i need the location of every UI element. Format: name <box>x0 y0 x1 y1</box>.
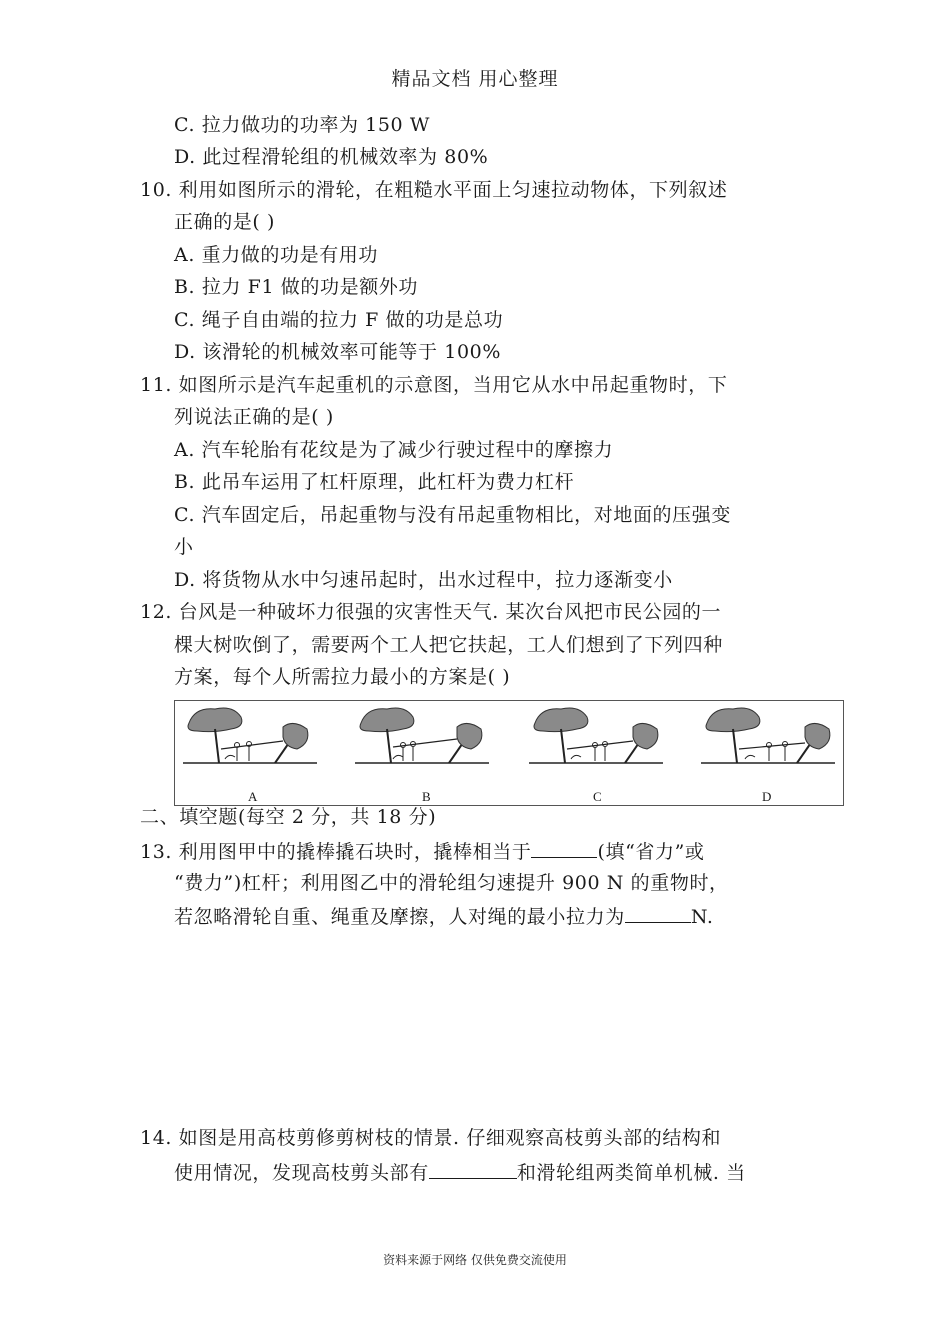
diagram-d <box>701 708 835 763</box>
q14-line1: 14. 如图是用高枝剪修剪树枝的情景. 仔细观察高枝剪头部的结构和 <box>140 1127 722 1149</box>
q12-stem-line2: 棵大树吹倒了，需要两个工人把它扶起，工人们想到了下列四种 <box>174 634 723 656</box>
q13-line1 <box>140 841 705 862</box>
q13-text-1b: (填“省力”或 <box>597 841 705 863</box>
diagram-c <box>529 708 663 763</box>
q13-blank-2[interactable] <box>625 906 691 923</box>
fallen-tree-diagrams <box>175 701 843 805</box>
q9-option-d: D. 此过程滑轮组的机械效率为 80% <box>174 146 489 168</box>
page-header: 精品文档 用心整理 <box>391 68 559 90</box>
q11-option-c-line2: 小 <box>174 536 194 558</box>
q10-stem-line2: 正确的是( ) <box>174 211 276 233</box>
diagram-label-c: C <box>593 789 602 804</box>
q10-option-c: C. 绳子自由端的拉力 F 做的功是总功 <box>174 309 504 331</box>
q14-line2 <box>174 1162 746 1183</box>
q11-option-a: A. 汽车轮胎有花纹是为了减少行驶过程中的摩擦力 <box>174 439 614 461</box>
diagram-label-b: B <box>422 789 431 804</box>
diagram-a <box>183 708 317 763</box>
q14-text-2b: 和滑轮组两类简单机械. 当 <box>516 1162 746 1184</box>
q13-blank-1[interactable] <box>531 841 597 858</box>
q12-figure <box>174 700 844 806</box>
q11-stem-line1: 11. 如图所示是汽车起重机的示意图，当用它从水中吊起重物时，下 <box>140 374 728 396</box>
diagram-label-d: D <box>762 789 772 804</box>
q11-stem-line2: 列说法正确的是( ) <box>174 406 334 428</box>
q13-line3 <box>174 906 713 927</box>
q11-option-c-line1: C. 汽车固定后，吊起重物与没有吊起重物相比，对地面的压强变 <box>174 504 731 526</box>
diagram-label-a: A <box>248 789 258 804</box>
q14-text-2a: 使用情况，发现高枝剪头部有 <box>174 1162 429 1184</box>
q10-option-b: B. 拉力 F1 做的功是额外功 <box>174 276 418 298</box>
q13-text-3b: N. <box>690 906 714 928</box>
q12-stem-line1: 12. 台风是一种破坏力很强的灾害性天气. 某次台风把市民公园的一 <box>140 601 722 623</box>
q13-line2: “费力”)杠杆；利用图乙中的滑轮组匀速提升 900 N 的重物时， <box>174 872 729 894</box>
q10-option-a: A. 重力做的功是有用功 <box>174 244 379 266</box>
q12-stem-line3: 方案，每个人所需拉力最小的方案是( ) <box>174 666 511 688</box>
q10-option-d: D. 该滑轮的机械效率可能等于 100% <box>174 341 501 363</box>
q13-text-1a: 13. 利用图甲中的撬棒撬石块时，撬棒相当于 <box>140 841 532 863</box>
q14-blank-1[interactable] <box>429 1162 517 1179</box>
q13-text-3a: 若忽略滑轮自重、绳重及摩擦，人对绳的最小拉力为 <box>174 906 625 928</box>
section-2-title: 二、填空题(每空 2 分，共 18 分) <box>140 806 437 828</box>
q9-option-c: C. 拉力做功的功率为 150 W <box>174 114 431 136</box>
q11-option-b: B. 此吊车运用了杠杆原理，此杠杆为费力杠杆 <box>174 471 575 493</box>
page-footer: 资料来源于网络 仅供免费交流使用 <box>383 1253 567 1267</box>
diagram-b <box>355 708 489 763</box>
q11-option-d: D. 将货物从水中匀速吊起时，出水过程中，拉力逐渐变小 <box>174 569 673 591</box>
q10-stem-line1: 10. 利用如图所示的滑轮，在粗糙水平面上匀速拉动物体，下列叙述 <box>140 179 728 201</box>
